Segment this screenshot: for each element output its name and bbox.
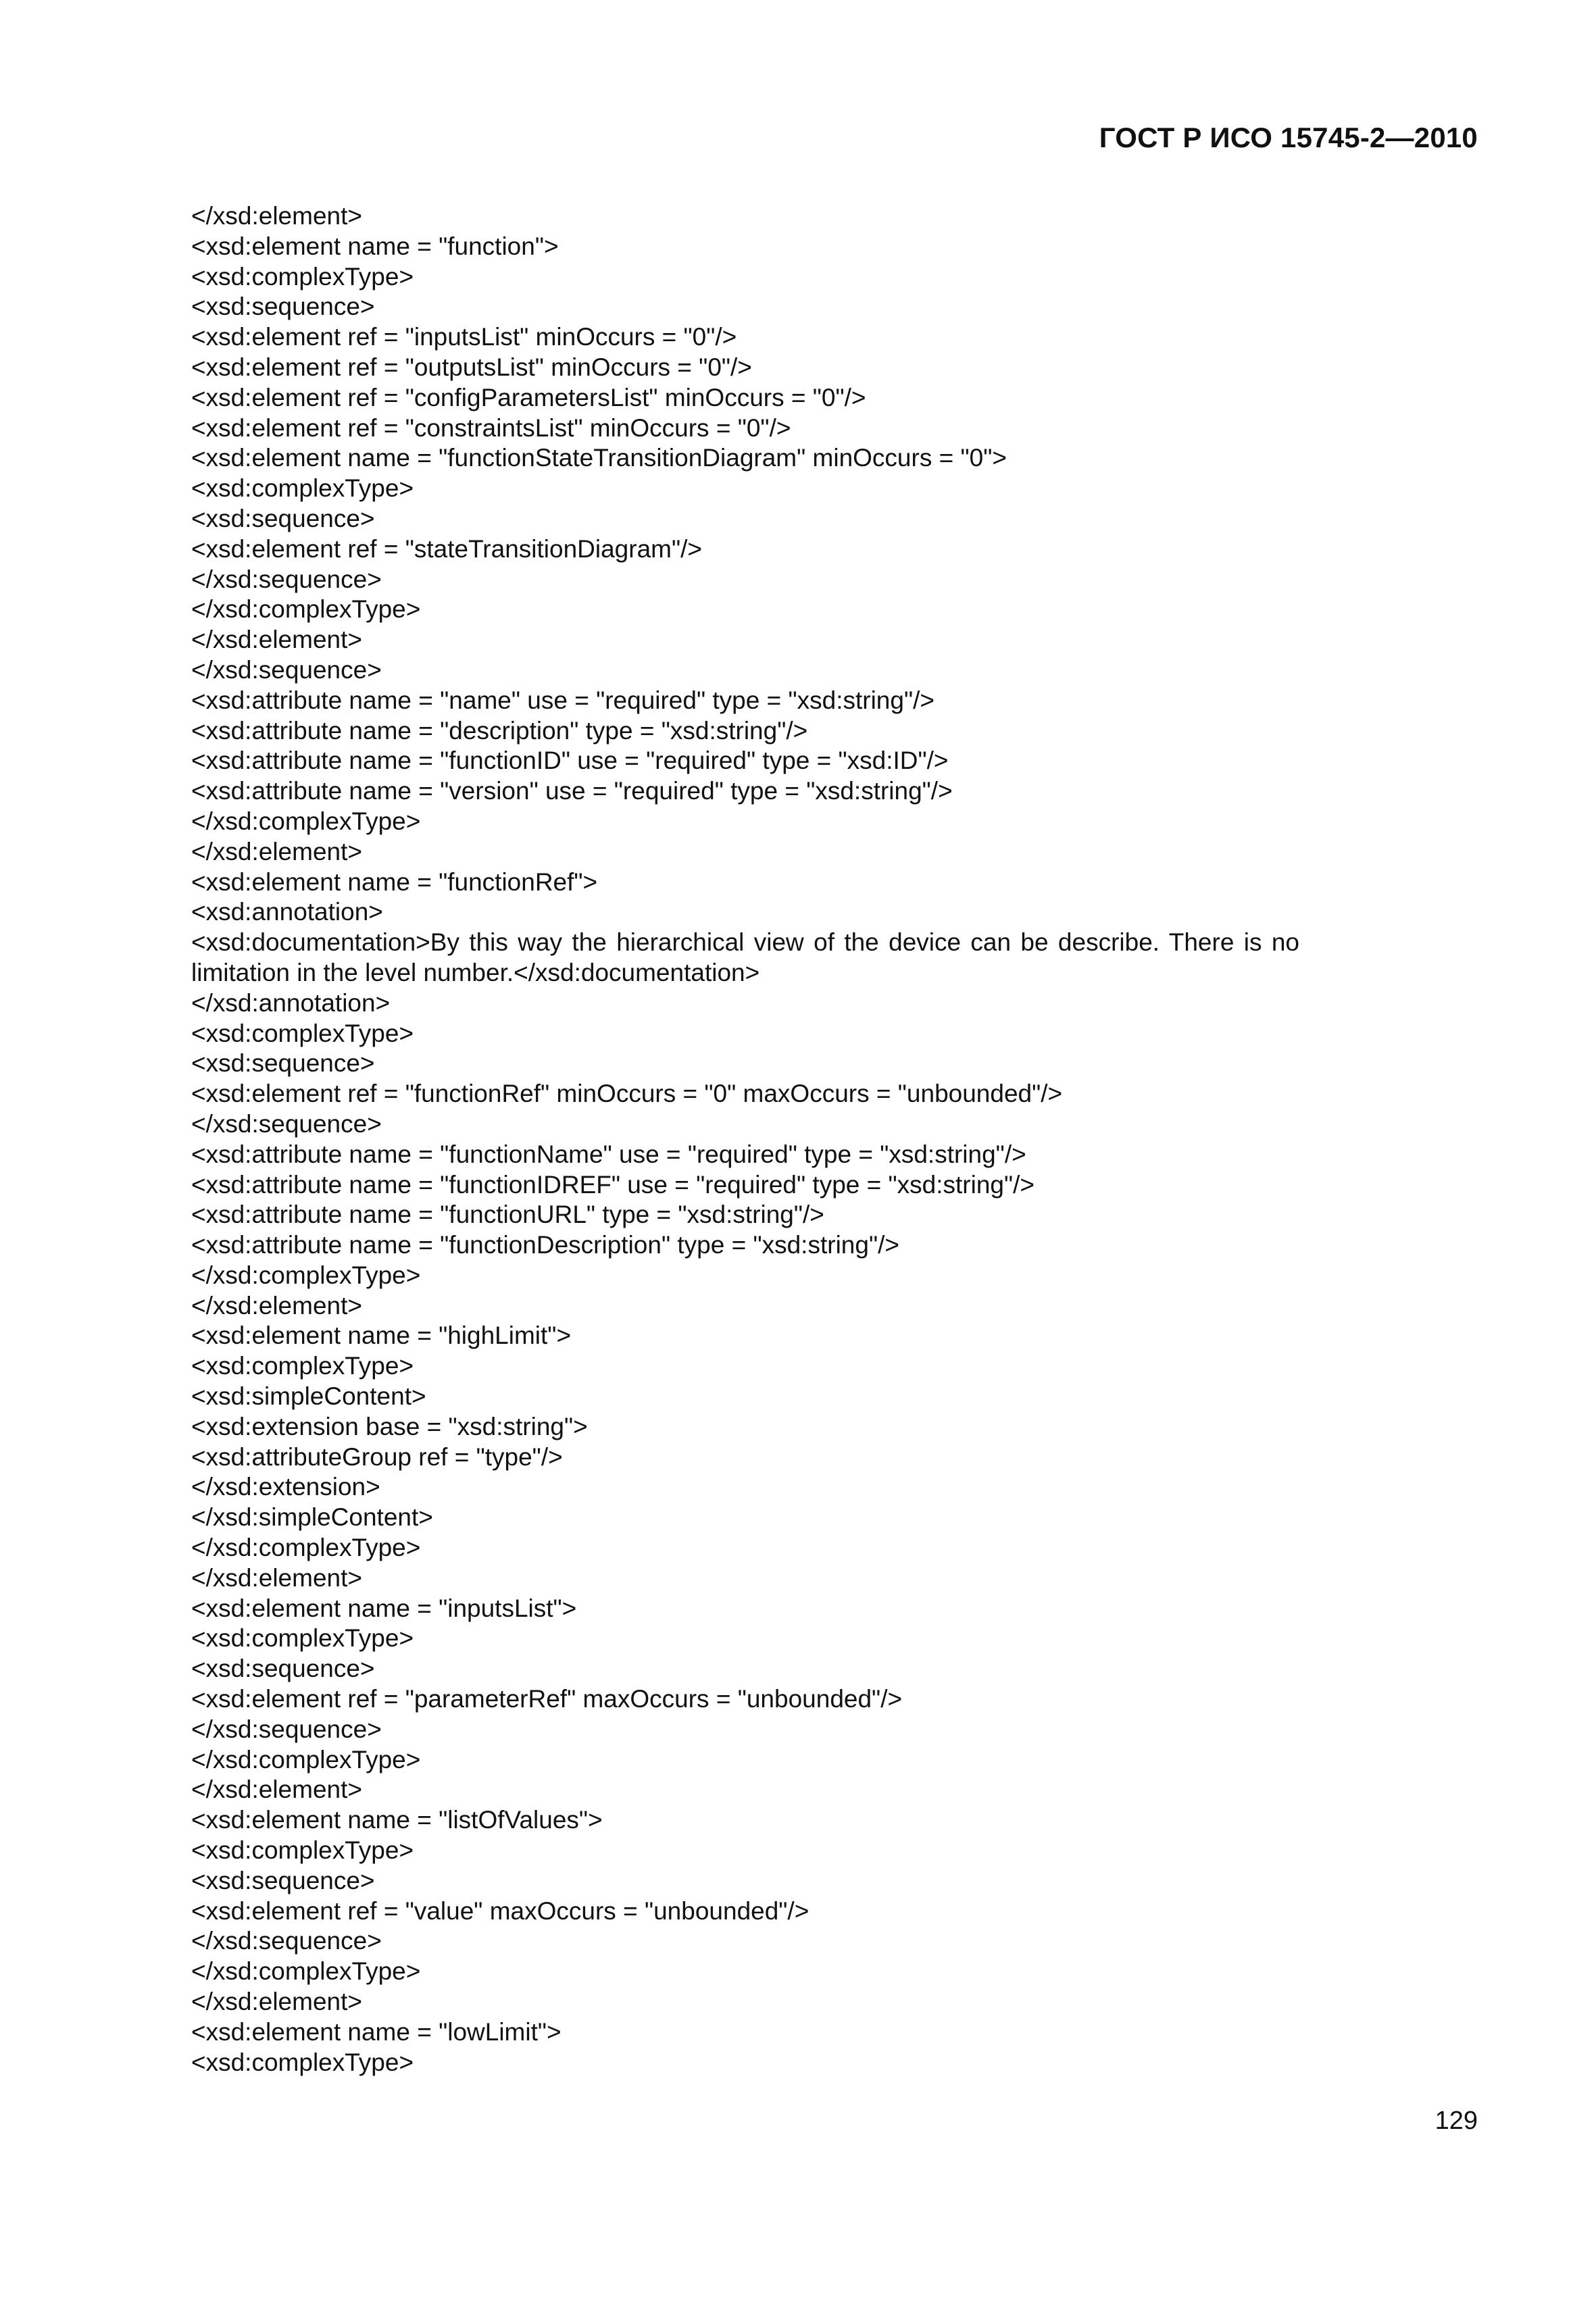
code-line: </xsd:sequence>	[191, 565, 382, 593]
code-line: <xsd:element ref = "functionRef" minOccurs = "0" maxOccurs = "unbounded"/>	[191, 1080, 1063, 1108]
code-line: </xsd:element>	[191, 1563, 362, 1592]
code-line: </xsd:complexType>	[191, 807, 421, 835]
code-line: </xsd:complexType>	[191, 595, 421, 624]
code-line: <xsd:element ref = "outputsList" minOccurs = "0"/>	[191, 353, 752, 381]
code-line: </xsd:complexType>	[191, 1957, 421, 1986]
code-line: <xsd:attribute name = "functionDescription" type = "xsd:string"/>	[191, 1231, 899, 1259]
code-line: </xsd:element>	[191, 1291, 362, 1319]
code-line: <xsd:complexType>	[191, 474, 414, 503]
code-line: </xsd:simpleContent>	[191, 1503, 433, 1532]
xsd-code-listing	[191, 201, 1299, 2078]
code-line: </xsd:extension>	[191, 1473, 380, 1501]
code-line: <xsd:element name = "lowLimit">	[191, 2017, 562, 2046]
code-line: </xsd:complexType>	[191, 1261, 421, 1289]
code-line: <xsd:documentation>By this way the hierarchical view of the device can be describe. There is no limitation in the level number.</xsd:documentation>	[191, 928, 1299, 986]
code-line: <xsd:complexType>	[191, 1352, 414, 1380]
code-line: <xsd:complexType>	[191, 1836, 414, 1865]
code-line: <xsd:element ref = "inputsList" minOccurs = "0"/>	[191, 323, 737, 351]
code-line: <xsd:sequence>	[191, 1655, 375, 1683]
page-number: 129	[1435, 2107, 1478, 2135]
code-line: <xsd:attribute name = "functionName" use = "required" type = "xsd:string"/>	[191, 1140, 1026, 1168]
code-line: </xsd:sequence>	[191, 655, 382, 684]
code-line: </xsd:sequence>	[191, 1927, 382, 1955]
code-line: </xsd:element>	[191, 837, 362, 865]
code-line: <xsd:element name = "functionRef">	[191, 867, 598, 896]
code-line: </xsd:element>	[191, 202, 362, 230]
code-line: </xsd:element>	[191, 626, 362, 654]
code-line: <xsd:complexType>	[191, 2048, 414, 2076]
code-line: <xsd:element name = "functionStateTransitionDiagram" minOccurs = "0">	[191, 444, 1007, 472]
code-line: <xsd:element ref = "parameterRef" maxOccurs = "unbounded"/>	[191, 1685, 903, 1713]
code-line: <xsd:sequence>	[191, 504, 375, 532]
standard-header: ГОСТ Р ИСО 15745-2—2010	[1099, 122, 1478, 153]
code-line: </xsd:element>	[191, 1988, 362, 2016]
code-line: <xsd:attributeGroup ref = "type"/>	[191, 1442, 563, 1471]
code-line: <xsd:sequence>	[191, 1866, 375, 1894]
code-line: <xsd:element name = "inputsList">	[191, 1594, 577, 1622]
code-line: </xsd:sequence>	[191, 1109, 382, 1138]
code-line: </xsd:complexType>	[191, 1745, 421, 1774]
code-line: <xsd:element ref = "constraintsList" minOccurs = "0"/>	[191, 413, 791, 442]
code-line: <xsd:sequence>	[191, 1049, 375, 1078]
code-line: <xsd:attribute name = "functionURL" type = "xsd:string"/>	[191, 1201, 824, 1229]
code-line: </xsd:sequence>	[191, 1715, 382, 1743]
code-line: <xsd:complexType>	[191, 1624, 414, 1653]
code-line: <xsd:annotation>	[191, 898, 383, 926]
code-line: <xsd:extension base = "xsd:string">	[191, 1412, 588, 1440]
code-line: </xsd:complexType>	[191, 1534, 421, 1562]
code-line: <xsd:simpleContent>	[191, 1382, 426, 1411]
code-line: <xsd:element name = "function">	[191, 232, 559, 260]
code-line: <xsd:attribute name = "functionIDREF" use = "required" type = "xsd:string"/>	[191, 1170, 1035, 1199]
code-line: <xsd:element name = "listOfValues">	[191, 1806, 603, 1834]
code-line: <xsd:attribute name = "version" use = "required" type = "xsd:string"/>	[191, 777, 953, 805]
code-line: <xsd:complexType>	[191, 1019, 414, 1047]
code-line: <xsd:element name = "highLimit">	[191, 1322, 572, 1350]
code-line: </xsd:element>	[191, 1776, 362, 1804]
code-line: <xsd:element ref = "configParametersList" minOccurs = "0"/>	[191, 383, 866, 411]
code-line: <xsd:complexType>	[191, 262, 414, 291]
code-line: <xsd:element ref = "value" maxOccurs = "unbounded"/>	[191, 1896, 809, 1925]
code-line: <xsd:attribute name = "functionID" use = "required" type = "xsd:ID"/>	[191, 747, 949, 775]
code-line: <xsd:element ref = "stateTransitionDiagram"/>	[191, 534, 702, 563]
code-line: <xsd:attribute name = "description" type = "xsd:string"/>	[191, 716, 808, 745]
code-line: <xsd:sequence>	[191, 293, 375, 321]
code-line: </xsd:annotation>	[191, 988, 391, 1017]
code-line: <xsd:attribute name = "name" use = "required" type = "xsd:string"/>	[191, 686, 934, 714]
